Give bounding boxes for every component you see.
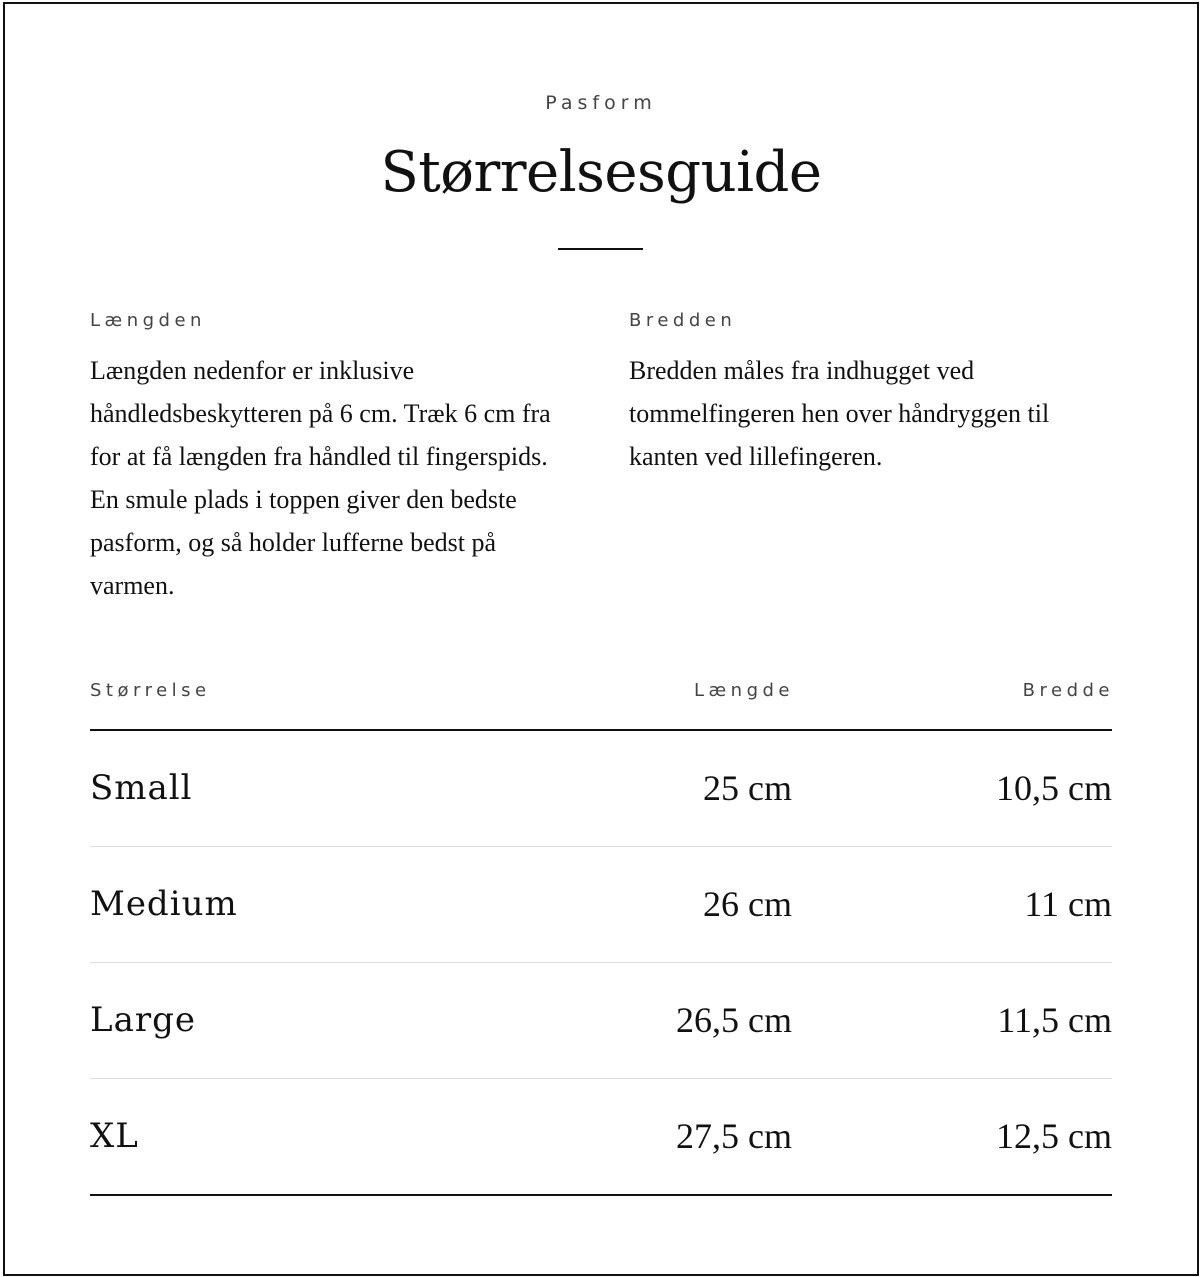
size-cell: Medium <box>90 884 238 924</box>
size-table-header <box>90 676 1112 731</box>
title-divider <box>558 248 643 250</box>
length-info-label: Længden <box>90 310 206 331</box>
width-cell: 10,5 cm <box>996 768 1112 808</box>
width-cell: 12,5 cm <box>996 1116 1112 1156</box>
length-info-text: Længden nedenfor er inklusive håndledsbeskytteren på 6 cm. Træk 6 cm fra for at få længden fra håndled til fingerspids. En smule plads i toppen giver den bedste pasform, og så holder lufferne bedst på varmen. <box>90 356 551 600</box>
width-info-label: Bredden <box>629 310 737 331</box>
header-size: Størrelse <box>90 680 211 701</box>
size-table <box>90 676 1112 1196</box>
table-row <box>90 1079 1112 1196</box>
header-length: Længde <box>693 680 794 701</box>
width-cell: 11,5 cm <box>997 1000 1112 1040</box>
length-cell: 27,5 cm <box>676 1116 792 1156</box>
size-cell: Small <box>90 768 193 808</box>
section-eyebrow: Pasform <box>545 92 657 114</box>
width-info-text: Bredden måles fra indhugget ved tommelfingeren hen over håndryggen til kanten ved lillefingeren. <box>629 356 1050 471</box>
table-row <box>90 963 1112 1079</box>
length-cell: 26,5 cm <box>676 1000 792 1040</box>
size-guide-panel <box>3 2 1199 1276</box>
size-cell: XL <box>90 1116 139 1156</box>
width-info <box>629 310 1119 478</box>
table-row <box>90 847 1112 963</box>
width-cell: 11 cm <box>1024 884 1112 924</box>
page-title: Størrelsesguide <box>380 140 822 205</box>
size-cell: Large <box>90 1000 196 1040</box>
header-width: Bredde <box>1022 680 1114 701</box>
table-row <box>90 731 1112 847</box>
length-info <box>90 310 580 607</box>
length-cell: 26 cm <box>703 884 792 924</box>
length-cell: 25 cm <box>703 768 792 808</box>
